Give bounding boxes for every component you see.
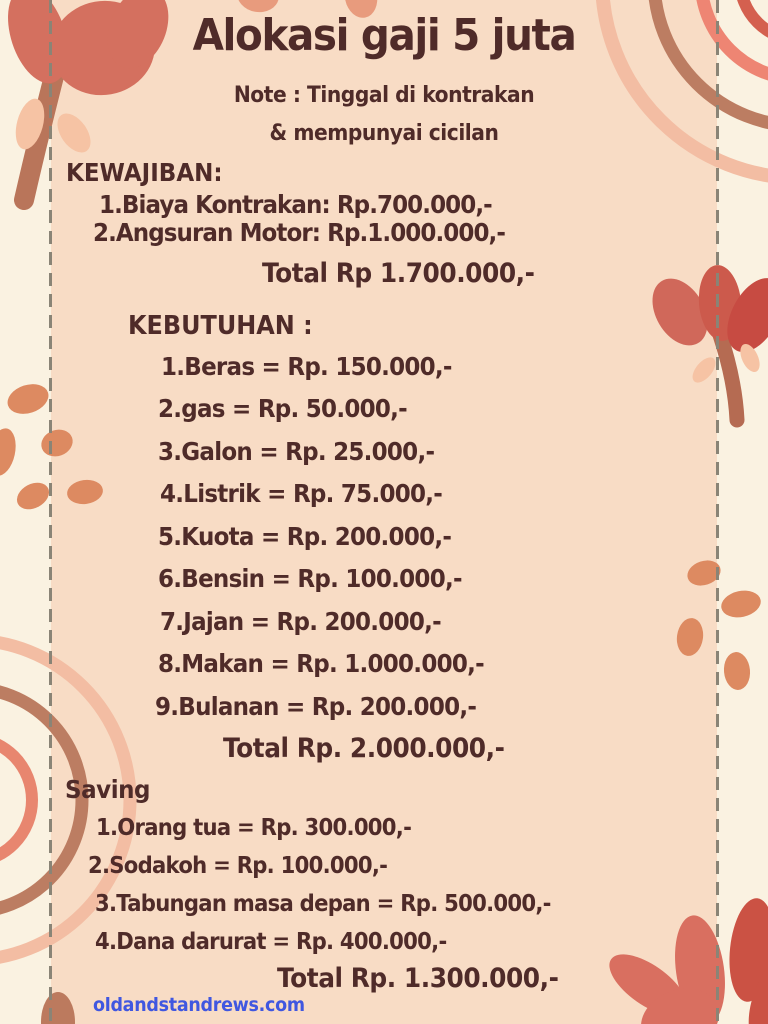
saving-item: 3.Tabungan masa depan = Rp. 500.000,- (95, 891, 551, 917)
saving-item: 4.Dana darurat = Rp. 400.000,- (95, 929, 447, 955)
watermark-url: oldandstandrews.com (93, 994, 305, 1016)
kebutuhan-item: 3.Galon = Rp. 25.000,- (158, 437, 435, 466)
kebutuhan-item: 2.gas = Rp. 50.000,- (158, 394, 407, 423)
kewajiban-heading: KEWAJIBAN: (66, 158, 223, 187)
kebutuhan-item: 4.Listrik = Rp. 75.000,- (160, 479, 443, 508)
saving-item: 1.Orang tua = Rp. 300.000,- (96, 815, 412, 841)
kebutuhan-total: Total Rp. 2.000.000,- (223, 733, 505, 764)
kebutuhan-item: 7.Jajan = Rp. 200.000,- (160, 607, 441, 636)
kebutuhan-item: 1.Beras = Rp. 150.000,- (161, 352, 452, 381)
finger-bottom-left-decoration (41, 992, 75, 1024)
kebutuhan-item: 9.Bulanan = Rp. 200.000,- (155, 692, 477, 721)
dots-left-decoration (0, 379, 104, 514)
kewajiban-item: 2.Angsuran Motor: Rp.1.000.000,- (93, 218, 505, 247)
kewajiban-item: 1.Biaya Kontrakan: Rp.700.000,- (99, 190, 492, 219)
note-line-2: & mempunyai cicilan (269, 121, 499, 146)
dashed-border-left (49, 0, 52, 1024)
saving-heading: Saving (65, 775, 151, 804)
kebutuhan-heading: KEBUTUHAN : (128, 311, 313, 341)
kebutuhan-item: 6.Bensin = Rp. 100.000,- (158, 564, 462, 593)
page-title: Alokasi gaji 5 juta (192, 10, 576, 61)
kewajiban-total: Total Rp 1.700.000,- (262, 258, 535, 289)
dashed-border-right (716, 0, 719, 1024)
saving-total: Total Rp. 1.300.000,- (277, 963, 559, 994)
flower-right-decoration (641, 263, 768, 420)
saving-item: 2.Sodakoh = Rp. 100.000,- (88, 853, 388, 879)
note-line-1: Note : Tinggal di kontrakan (233, 83, 535, 108)
flower-bottom-right-decoration (600, 896, 768, 1024)
kebutuhan-item: 8.Makan = Rp. 1.000.000,- (158, 649, 484, 678)
kebutuhan-item: 5.Kuota = Rp. 200.000,- (158, 522, 452, 551)
